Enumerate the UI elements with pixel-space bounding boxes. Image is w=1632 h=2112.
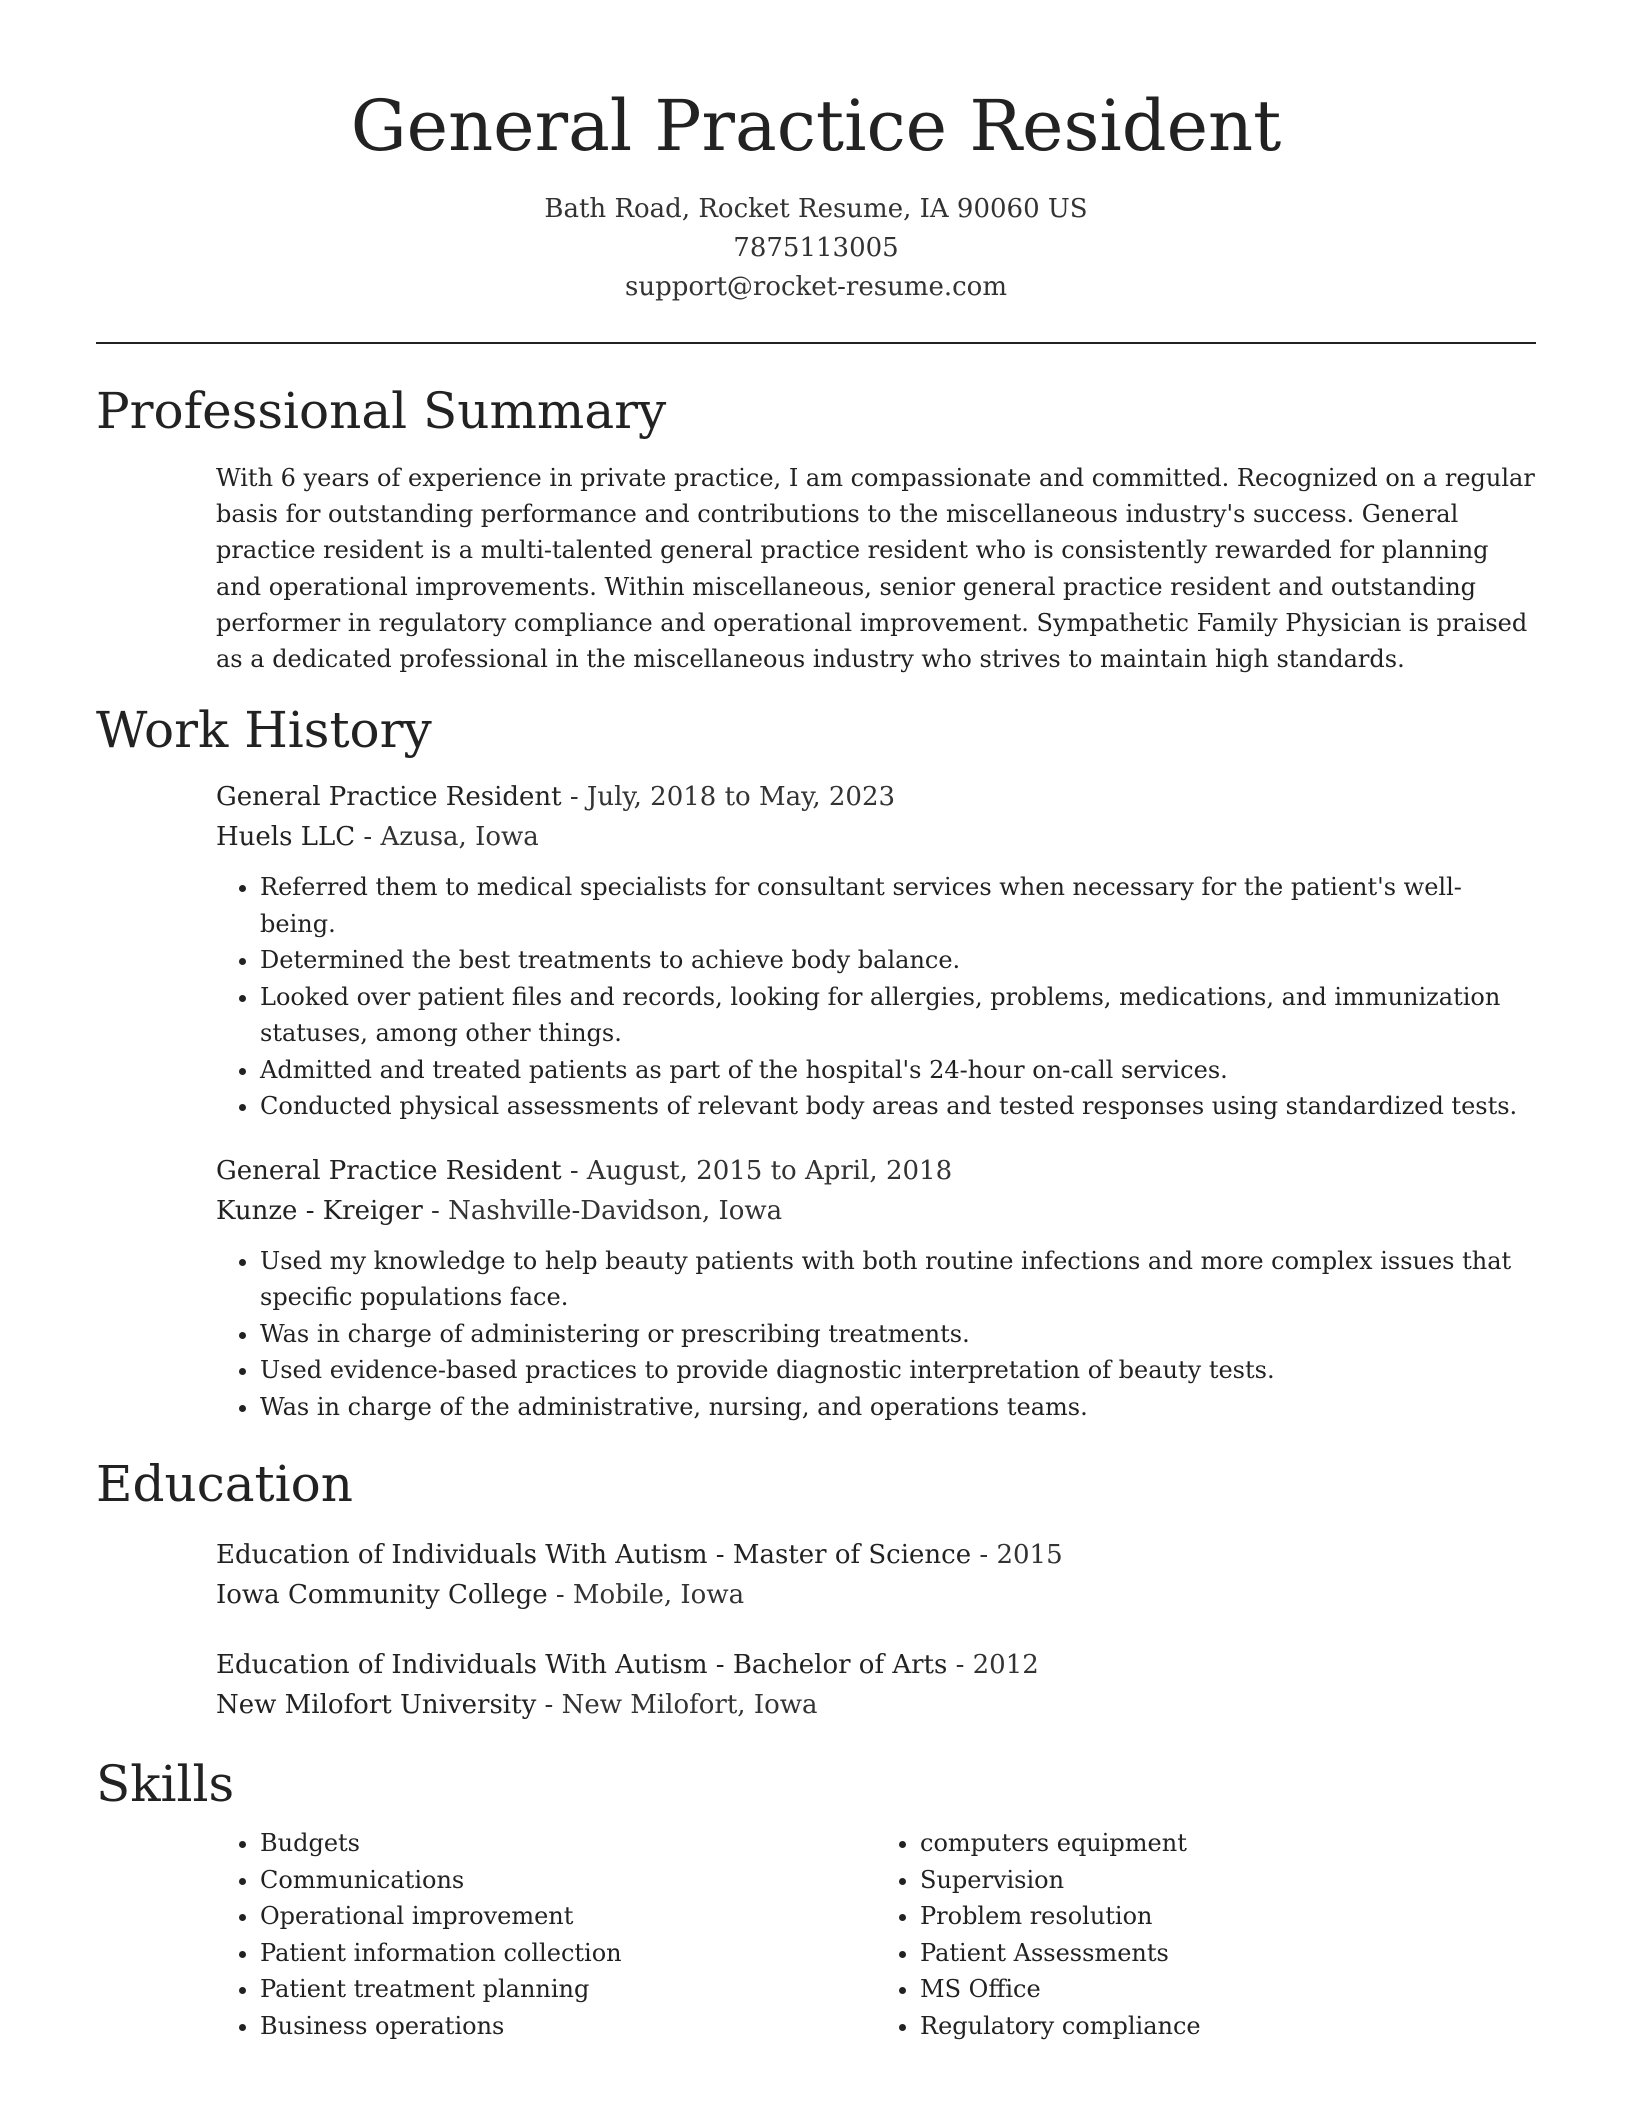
work-history-section <box>96 697 1536 1425</box>
education-school: Iowa Community College <box>216 1580 548 1611</box>
skill-item: • Patient Assessments <box>920 1935 1536 1972</box>
skill-item: • Operational improvement <box>260 1898 876 1935</box>
job-entry <box>216 777 1536 1125</box>
job-bullet: • Admitted and treated patients as part of the hospital's 24-hour on-call services. <box>260 1052 1536 1089</box>
skills-list-right <box>876 1825 1536 2044</box>
summary-section <box>96 378 1536 677</box>
education-section <box>96 1451 1536 1725</box>
skill-item: • Budgets <box>260 1825 876 1862</box>
education-year: - 2015 <box>971 1540 1063 1571</box>
job-company-line <box>216 817 1536 857</box>
job-bullets <box>216 1243 1536 1426</box>
job-location: - Azusa, Iowa <box>355 822 539 853</box>
education-year: - 2012 <box>947 1650 1039 1681</box>
skill-item: • Business operations <box>260 2008 876 2045</box>
contact-address: Bath Road, Rocket Resume, IA 90060 US <box>544 194 1088 224</box>
job-title-line <box>216 1151 1536 1191</box>
job-dates: - July, 2018 to May, 2023 <box>561 782 896 813</box>
resume-content <box>96 378 1536 2044</box>
education-entry <box>216 1645 1536 1725</box>
job-company-line <box>216 1191 1536 1231</box>
skill-item: • MS Office <box>920 1971 1536 2008</box>
job-role: General Practice Resident <box>216 1155 562 1186</box>
job-bullets <box>216 869 1536 1125</box>
job-company: Huels LLC <box>216 822 356 853</box>
education-program-line <box>216 1535 1536 1575</box>
education-entry <box>216 1535 1536 1615</box>
job-bullet: • Conducted physical assessments of relevant body areas and tested responses using standardized tests. <box>260 1088 1536 1125</box>
skills-columns <box>216 1825 1536 2044</box>
header-divider <box>96 342 1536 344</box>
job-bullet: • Used my knowledge to help beauty patients with both routine infections and more complex issues that specific populations face. <box>260 1243 1536 1316</box>
education-school-line <box>216 1575 1536 1615</box>
skill-item: • Regulatory compliance <box>920 2008 1536 2045</box>
education-location: - Mobile, Iowa <box>547 1580 745 1611</box>
education-program: Education of Individuals With Autism - Bachelor of Arts <box>216 1650 948 1681</box>
job-title-line <box>216 777 1536 817</box>
contact-phone: 7875113005 <box>733 233 899 263</box>
skill-item: • Patient information collection <box>260 1935 876 1972</box>
education-program: Education of Individuals With Autism - Master of Science <box>216 1540 972 1571</box>
job-dates: - August, 2015 to April, 2018 <box>561 1155 953 1186</box>
work-history-title: Work History <box>96 701 432 760</box>
skills-title: Skills <box>96 1755 235 1814</box>
job-bullet: • Was in charge of the administrative, nursing, and operations teams. <box>260 1389 1536 1426</box>
skill-item: • Supervision <box>920 1862 1536 1899</box>
candidate-name: General Practice Resident <box>350 85 1282 167</box>
skill-item: • computers equipment <box>920 1825 1536 1862</box>
contact-email: support@rocket-resume.com <box>624 272 1007 302</box>
job-bullet: • Used evidence-based practices to provide diagnostic interpretation of beauty tests. <box>260 1352 1536 1389</box>
education-program-line <box>216 1645 1536 1685</box>
education-school-line <box>216 1685 1536 1725</box>
skill-item: • Problem resolution <box>920 1898 1536 1935</box>
skills-section <box>96 1751 1536 2044</box>
education-title: Education <box>96 1455 353 1514</box>
skill-item: • Patient treatment planning <box>260 1971 876 2008</box>
resume-header <box>96 84 1536 307</box>
education-school: New Milofort University <box>216 1690 537 1721</box>
contact-block <box>96 190 1536 307</box>
summary-text: With 6 years of experience in private practice, I am compassionate and committed. Recognized on a regular basis for outstanding performance and contributions to the miscellaneous industry's success. General practice resident is a multi-talented general practice resident who is consistently rewarded for planning and operational improvements. Within miscellaneous, senior general practice resident and outstanding performer in regulatory compliance and operational improvement. Sympathetic Family Physician is praised as a dedicated professional in the miscellaneous industry who strives to maintain high standards. <box>216 464 1535 674</box>
job-bullet: • Looked over patient files and records, looking for allergies, problems, medications, and immunization statuses, among other things. <box>260 979 1536 1052</box>
job-entry <box>216 1151 1536 1426</box>
job-bullet: • Determined the best treatments to achieve body balance. <box>260 942 1536 979</box>
job-location: - Nashville-Davidson, Iowa <box>422 1195 783 1226</box>
summary-title: Professional Summary <box>96 382 667 440</box>
job-company: Kunze - Kreiger <box>216 1195 423 1226</box>
job-bullet: • Referred them to medical specialists for consultant services when necessary for the patient's well-being. <box>260 869 1536 942</box>
skill-item: • Communications <box>260 1862 876 1899</box>
skills-list-left <box>216 1825 876 2044</box>
education-location: - New Milofort, Iowa <box>536 1690 818 1721</box>
job-bullet: • Was in charge of administering or prescribing treatments. <box>260 1316 1536 1353</box>
job-role: General Practice Resident <box>216 782 562 813</box>
